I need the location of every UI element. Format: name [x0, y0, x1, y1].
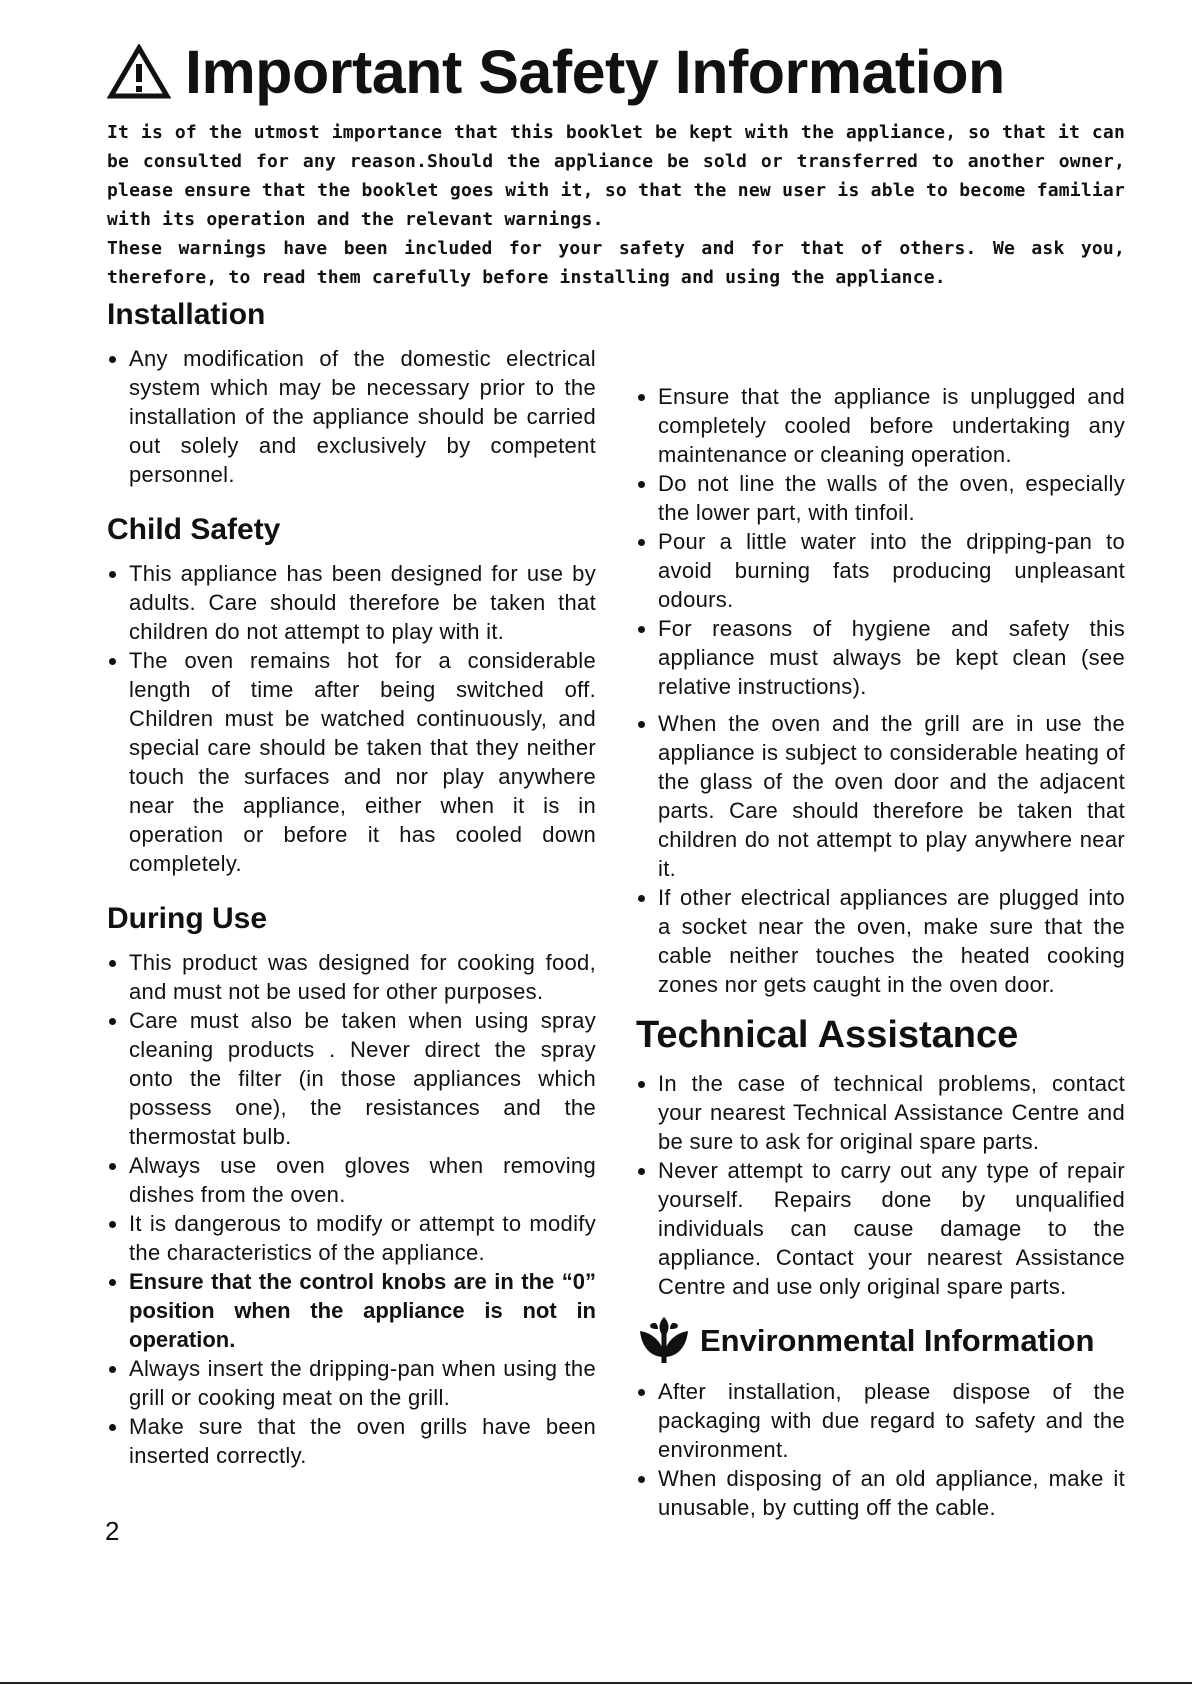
- maintenance-list: [636, 382, 1125, 999]
- during-use-heading: During Use: [107, 902, 268, 935]
- environment-leaf-icon: [636, 1317, 692, 1365]
- list-item: Never attempt to carry out any type of repair yourself. Repairs done by unqualified individuals can cause damage to the appliance. Contact your nearest Assistance Centre and use only original spare parts.: [636, 1156, 1125, 1301]
- list-item: This appliance has been designed for use by adults. Care should therefore be taken that children do not attempt to play with it.: [107, 559, 596, 646]
- page-title: [107, 36, 1125, 108]
- list-item: The oven remains hot for a considerable length of time after being switched off. Children must be watched continuously, and special care should be taken that they neither touch the surfaces and nor play anywhere near the appliance, either when it is in operation or before it has cooled down completely.: [107, 646, 596, 878]
- environmental-heading: [636, 1317, 1125, 1365]
- environmental-heading-text: Environmental Information: [700, 1323, 1095, 1358]
- page-number: 2: [105, 1516, 120, 1546]
- intro-paragraph-2: These warnings have been included for your safety and for that of others. We ask you, therefore, to read them carefully before installing and using the appliance.: [107, 238, 1125, 288]
- list-item: After installation, please dispose of the packaging with due regard to safety and the environment.: [636, 1377, 1125, 1464]
- list-item: This product was designed for cooking food, and must not be used for other purposes.: [107, 948, 596, 1006]
- list-item: For reasons of hygiene and safety this appliance must always be kept clean (see relative instructions).: [636, 614, 1125, 701]
- warning-triangle-icon: [107, 44, 171, 100]
- list-item: Pour a little water into the dripping-pan to avoid burning fats producing unpleasant odours.: [636, 527, 1125, 614]
- installation-list: [107, 344, 596, 489]
- intro-paragraph-1: It is of the utmost importance that this booklet be kept with the appliance, so that it can be consulted for any reason.Should the appliance be sold or transferred to another owner, please ensure that the booklet goes with it, so that the new user is able to become familiar with its operation and the relevant warnings.: [107, 122, 1125, 230]
- list-item: Always use oven gloves when removing dishes from the oven.: [107, 1151, 596, 1209]
- list-item: It is dangerous to modify or attempt to modify the characteristics of the appliance.: [107, 1209, 596, 1267]
- list-item: Make sure that the oven grills have been inserted correctly.: [107, 1412, 596, 1470]
- list-item: Do not line the walls of the oven, especially the lower part, with tinfoil.: [636, 469, 1125, 527]
- page-title-text: Important Safety Information: [185, 37, 1005, 106]
- intro-text: [107, 118, 1125, 292]
- list-item: Care must also be taken when using spray cleaning products . Never direct the spray onto the filter (in those appliances which possess one), the resistances and the thermostat bulb.: [107, 1006, 596, 1151]
- list-item: When the oven and the grill are in use the appliance is subject to considerable heating of the glass of the oven door and the adjacent parts. Care should therefore be taken that children do not attempt to play anywhere near it.: [636, 709, 1125, 883]
- right-column: [636, 296, 1125, 1544]
- environmental-list: [636, 1377, 1125, 1522]
- left-column: [107, 296, 596, 1544]
- list-item: Always insert the dripping-pan when using the grill or cooking meat on the grill.: [107, 1354, 596, 1412]
- list-item: In the case of technical problems, contact your nearest Technical Assistance Centre and be sure to ask for original spare parts.: [636, 1069, 1125, 1156]
- bottom-divider: [0, 1682, 1192, 1684]
- list-item: Ensure that the appliance is unplugged and completely cooled before undertaking any maintenance or cleaning operation.: [636, 382, 1125, 469]
- two-column-content: [107, 296, 1125, 1544]
- child-safety-list: [107, 559, 596, 878]
- technical-assistance-list: [636, 1069, 1125, 1301]
- list-item-bold: Ensure that the control knobs are in the “0” position when the appliance is not in operation.: [107, 1267, 596, 1354]
- child-safety-heading: Child Safety: [107, 513, 281, 546]
- during-use-list: [107, 948, 596, 1470]
- list-item: Any modification of the domestic electrical system which may be necessary prior to the installation of the appliance should be carried out solely and exclusively by competent personnel.: [107, 344, 596, 489]
- list-item: If other electrical appliances are plugged into a socket near the oven, make sure that the cable neither touches the heated cooking zones nor gets caught in the oven door.: [636, 883, 1125, 999]
- technical-assistance-heading: Technical Assistance: [636, 1014, 1019, 1056]
- installation-heading: Installation: [107, 298, 266, 331]
- list-item: When disposing of an old appliance, make it unusable, by cutting off the cable.: [636, 1464, 1125, 1522]
- manual-page: [107, 36, 1125, 1520]
